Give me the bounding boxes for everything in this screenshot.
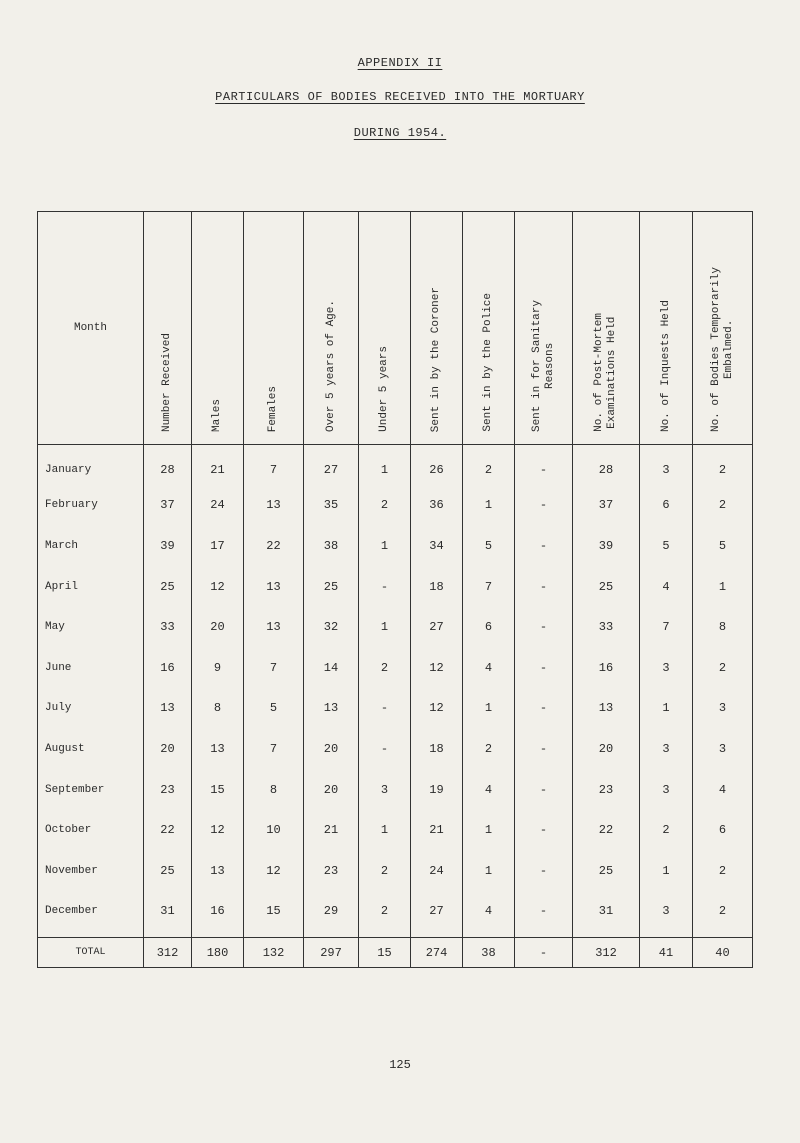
table-row	[38, 445, 753, 486]
value-cell: 7	[244, 647, 304, 688]
value-cell: 17	[192, 526, 244, 567]
value-cell: 13	[244, 566, 304, 607]
column-header-coroner: Sent in by the Coroner	[411, 212, 463, 445]
value-cell: 27	[411, 607, 463, 648]
table-row	[38, 810, 753, 851]
value-cell: 13	[244, 607, 304, 648]
month-cell: March	[38, 526, 144, 567]
value-cell: 23	[144, 769, 192, 810]
value-cell: 37	[573, 485, 640, 526]
value-cell: 1	[693, 566, 753, 607]
month-cell: January	[38, 445, 144, 486]
value-cell: 21	[304, 810, 359, 851]
value-cell: 24	[411, 850, 463, 891]
column-header-inquests: No. of Inquests Held	[640, 212, 693, 445]
value-cell: 37	[144, 485, 192, 526]
value-cell: 5	[640, 526, 693, 567]
value-cell: 13	[192, 729, 244, 770]
value-cell: 22	[573, 810, 640, 851]
value-cell: 5	[693, 526, 753, 567]
page-number: 125	[389, 1058, 411, 1072]
month-cell: July	[38, 688, 144, 729]
total-value-cell: 40	[693, 938, 753, 968]
value-cell: 8	[192, 688, 244, 729]
value-cell: 2	[359, 647, 411, 688]
value-cell: 25	[573, 850, 640, 891]
total-value-cell: -	[515, 938, 573, 968]
value-cell: 3	[693, 729, 753, 770]
value-cell: 3	[640, 647, 693, 688]
value-cell: 25	[573, 566, 640, 607]
value-cell: 2	[463, 729, 515, 770]
value-cell: 7	[244, 729, 304, 770]
value-cell: 4	[463, 647, 515, 688]
total-value-cell: 274	[411, 938, 463, 968]
value-cell: 1	[640, 688, 693, 729]
value-cell: 2	[359, 485, 411, 526]
value-cell: 7	[244, 445, 304, 486]
value-cell: -	[515, 688, 573, 729]
value-cell: 3	[640, 445, 693, 486]
value-cell: -	[515, 891, 573, 932]
month-cell: February	[38, 485, 144, 526]
table-row	[38, 769, 753, 810]
mortuary-table	[37, 211, 753, 968]
month-cell: October	[38, 810, 144, 851]
value-cell: 5	[463, 526, 515, 567]
value-cell: 24	[192, 485, 244, 526]
value-cell: 15	[244, 891, 304, 932]
value-cell: -	[515, 810, 573, 851]
value-cell: 4	[693, 769, 753, 810]
table-row	[38, 485, 753, 526]
value-cell: 25	[304, 566, 359, 607]
table-body	[38, 445, 753, 968]
value-cell: 6	[640, 485, 693, 526]
value-cell: 32	[304, 607, 359, 648]
table-row	[38, 526, 753, 567]
total-label: TOTAL	[38, 938, 144, 968]
value-cell: 29	[304, 891, 359, 932]
value-cell: 13	[304, 688, 359, 729]
value-cell: 26	[411, 445, 463, 486]
value-cell: 21	[411, 810, 463, 851]
value-cell: 12	[411, 688, 463, 729]
value-cell: -	[359, 566, 411, 607]
value-cell: 7	[640, 607, 693, 648]
value-cell: 8	[244, 769, 304, 810]
value-cell: 1	[463, 810, 515, 851]
value-cell: 3	[640, 891, 693, 932]
value-cell: 5	[244, 688, 304, 729]
value-cell: -	[515, 607, 573, 648]
column-header-sanitary: Sent in for Sanitary Reasons	[515, 212, 573, 445]
value-cell: 14	[304, 647, 359, 688]
value-cell: 1	[463, 850, 515, 891]
month-cell: August	[38, 729, 144, 770]
value-cell: 38	[304, 526, 359, 567]
value-cell: 20	[192, 607, 244, 648]
value-cell: 10	[244, 810, 304, 851]
value-cell: 27	[411, 891, 463, 932]
total-value-cell: 41	[640, 938, 693, 968]
value-cell: 12	[192, 810, 244, 851]
value-cell: 23	[573, 769, 640, 810]
value-cell: -	[515, 445, 573, 486]
column-header-month: Month	[38, 212, 144, 445]
total-value-cell: 38	[463, 938, 515, 968]
value-cell: 28	[573, 445, 640, 486]
value-cell: 1	[463, 688, 515, 729]
value-cell: 19	[411, 769, 463, 810]
value-cell: 20	[304, 729, 359, 770]
month-cell: June	[38, 647, 144, 688]
value-cell: 6	[463, 607, 515, 648]
value-cell: 18	[411, 566, 463, 607]
value-cell: 39	[573, 526, 640, 567]
value-cell: 31	[573, 891, 640, 932]
value-cell: 2	[693, 850, 753, 891]
value-cell: -	[515, 647, 573, 688]
value-cell: -	[515, 526, 573, 567]
value-cell: -	[359, 729, 411, 770]
value-cell: 3	[640, 729, 693, 770]
value-cell: 1	[359, 445, 411, 486]
month-cell: November	[38, 850, 144, 891]
column-header-females: Females	[244, 212, 304, 445]
value-cell: 16	[192, 891, 244, 932]
value-cell: 18	[411, 729, 463, 770]
value-cell: 2	[359, 891, 411, 932]
value-cell: 20	[144, 729, 192, 770]
column-header-males: Males	[192, 212, 244, 445]
column-header-police: Sent in by the Police	[463, 212, 515, 445]
table-row	[38, 688, 753, 729]
value-cell: 2	[693, 647, 753, 688]
value-cell: 33	[144, 607, 192, 648]
column-header-number-received: Number Received	[144, 212, 192, 445]
month-cell: April	[38, 566, 144, 607]
total-value-cell: 132	[244, 938, 304, 968]
value-cell: 1	[359, 607, 411, 648]
column-header-under-5-years: Under 5 years	[359, 212, 411, 445]
value-cell: 9	[192, 647, 244, 688]
value-cell: 33	[573, 607, 640, 648]
value-cell: 27	[304, 445, 359, 486]
month-cell: September	[38, 769, 144, 810]
value-cell: 8	[693, 607, 753, 648]
value-cell: 4	[640, 566, 693, 607]
column-header-over-5-years: Over 5 years of Age.	[304, 212, 359, 445]
table-row	[38, 566, 753, 607]
value-cell: 2	[640, 810, 693, 851]
table-row	[38, 850, 753, 891]
table-row	[38, 647, 753, 688]
header-row	[38, 212, 753, 445]
value-cell: 16	[573, 647, 640, 688]
total-value-cell: 312	[573, 938, 640, 968]
document-subtitle: DURING 1954.	[353, 126, 447, 140]
value-cell: 13	[192, 850, 244, 891]
total-value-cell: 297	[304, 938, 359, 968]
table-row	[38, 607, 753, 648]
value-cell: -	[515, 485, 573, 526]
table-row	[38, 891, 753, 932]
value-cell: 6	[693, 810, 753, 851]
total-value-cell: 15	[359, 938, 411, 968]
value-cell: 7	[463, 566, 515, 607]
value-cell: 2	[693, 891, 753, 932]
value-cell: 31	[144, 891, 192, 932]
appendix-label: APPENDIX II	[357, 56, 443, 70]
value-cell: 39	[144, 526, 192, 567]
total-row	[38, 938, 753, 968]
column-header-embalmed: No. of Bodies Temporarily Embalmed.	[693, 212, 753, 445]
value-cell: 34	[411, 526, 463, 567]
value-cell: 2	[359, 850, 411, 891]
value-cell: 2	[463, 445, 515, 486]
value-cell: 20	[573, 729, 640, 770]
value-cell: 3	[359, 769, 411, 810]
value-cell: 23	[304, 850, 359, 891]
value-cell: 2	[693, 485, 753, 526]
value-cell: 28	[144, 445, 192, 486]
value-cell: 1	[640, 850, 693, 891]
value-cell: -	[515, 769, 573, 810]
value-cell: 25	[144, 566, 192, 607]
value-cell: 13	[573, 688, 640, 729]
value-cell: 16	[144, 647, 192, 688]
month-cell: May	[38, 607, 144, 648]
value-cell: 22	[244, 526, 304, 567]
value-cell: 1	[463, 485, 515, 526]
value-cell: 25	[144, 850, 192, 891]
total-value-cell: 312	[144, 938, 192, 968]
value-cell: 15	[192, 769, 244, 810]
value-cell: 3	[693, 688, 753, 729]
value-cell: 21	[192, 445, 244, 486]
value-cell: -	[515, 850, 573, 891]
total-value-cell: 180	[192, 938, 244, 968]
document-title: PARTICULARS OF BODIES RECEIVED INTO THE MORTUARY	[215, 90, 585, 104]
value-cell: 3	[640, 769, 693, 810]
value-cell: 20	[304, 769, 359, 810]
value-cell: 1	[359, 810, 411, 851]
value-cell: 12	[192, 566, 244, 607]
value-cell: 1	[359, 526, 411, 567]
value-cell: -	[359, 688, 411, 729]
value-cell: 4	[463, 891, 515, 932]
value-cell: 35	[304, 485, 359, 526]
value-cell: -	[515, 566, 573, 607]
month-cell: December	[38, 891, 144, 932]
value-cell: 13	[144, 688, 192, 729]
column-header-post-mortem: No. of Post-Mortem Examinations Held	[573, 212, 640, 445]
value-cell: 12	[244, 850, 304, 891]
value-cell: 2	[693, 445, 753, 486]
value-cell: 22	[144, 810, 192, 851]
value-cell: 4	[463, 769, 515, 810]
value-cell: 13	[244, 485, 304, 526]
table-row	[38, 729, 753, 770]
value-cell: 36	[411, 485, 463, 526]
value-cell: -	[515, 729, 573, 770]
value-cell: 12	[411, 647, 463, 688]
